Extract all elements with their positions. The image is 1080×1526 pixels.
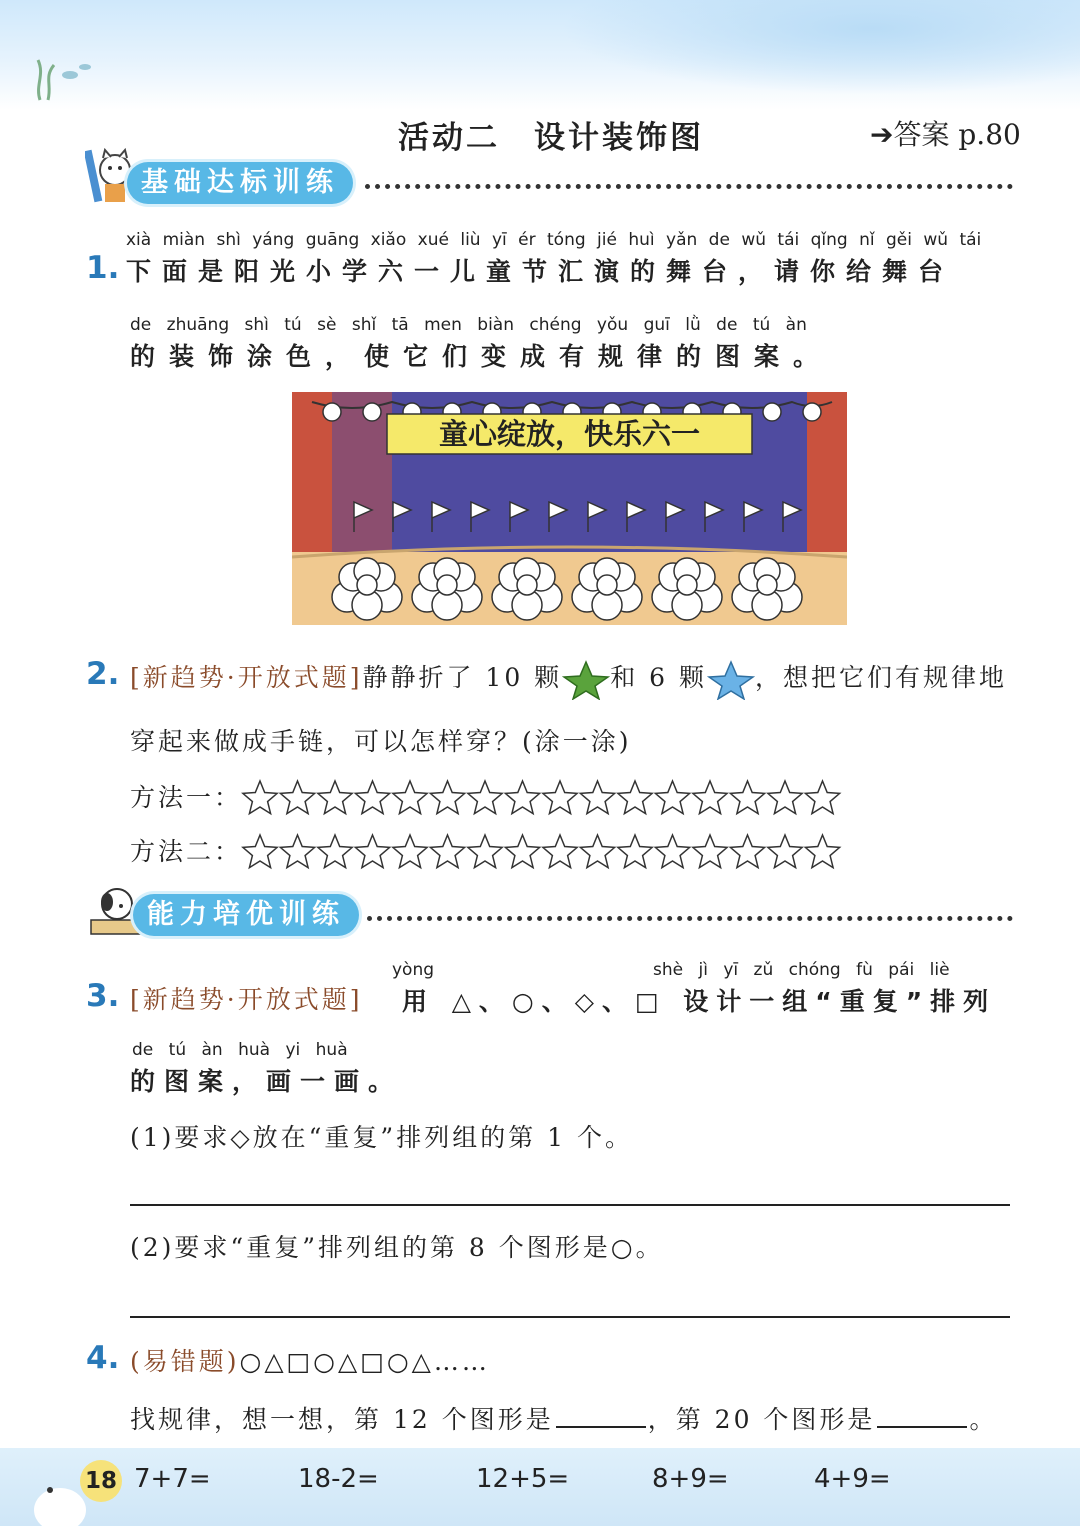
bracelet-star-icon[interactable] [243, 835, 277, 868]
question-number-4: 4. [86, 1340, 120, 1376]
bracelet-star-icon[interactable] [468, 835, 502, 868]
bracelet-star-icon[interactable] [505, 781, 539, 814]
q3-pinyin-yong: yòng [392, 960, 435, 980]
bracelet-star-icon[interactable] [355, 835, 389, 868]
q3-answer-line-2[interactable] [130, 1316, 1010, 1318]
answer-reference [870, 113, 1021, 153]
page-title: 活动二 设计装饰图 [398, 120, 704, 156]
bracelet-star-icon[interactable] [355, 781, 389, 814]
bracelet-star-icon[interactable] [393, 835, 427, 868]
q1-pinyin-line1: xià miàn shì yáng guāng xiǎo xué liù yī ér tóng jié huì yǎn de wǔ tái qǐng nǐ gěi wǔ tái [126, 230, 982, 250]
q2-text-b: 和 6 颗 [610, 663, 707, 692]
section-title-basic: 基础达标训练 [127, 162, 353, 204]
bracelet-star-icon[interactable] [618, 781, 652, 814]
bracelet-star-icon[interactable] [805, 835, 839, 868]
q2-tag: [新趋势·开放式题] [130, 663, 363, 692]
method-1-star-bracelet[interactable] [240, 778, 850, 818]
q4-blank-12[interactable] [556, 1426, 646, 1428]
section-banner-advanced [85, 892, 1015, 942]
section-banner-basic [85, 160, 1015, 210]
q2-text-c: ，想把它们有规律地 [755, 663, 1008, 692]
top-cloud-decoration [560, 0, 1080, 95]
bracelet-star-icon[interactable] [730, 781, 764, 814]
answer-page-link: 答案 p.80 [893, 118, 1021, 151]
section-title-advanced: 能力培优训练 [133, 894, 359, 936]
bracelet-star-icon[interactable] [243, 781, 277, 814]
method-2-label: 方法二： [130, 837, 243, 866]
q4-line2 [130, 1400, 997, 1436]
q4-line1 [130, 1342, 490, 1378]
q1-text-line1: 下面是阳光小学六一儿童节汇演的舞台，请你给舞台 [126, 257, 955, 286]
bracelet-star-icon[interactable] [318, 835, 352, 868]
bracelet-star-icon[interactable] [655, 835, 689, 868]
bracelet-star-icon[interactable] [280, 835, 314, 868]
bracelet-star-icon[interactable] [580, 781, 614, 814]
mental-math-2: 18-2= [298, 1464, 379, 1494]
question-number-2: 2. [86, 656, 120, 692]
q3-answer-line-1[interactable] [130, 1204, 1010, 1206]
bracelet-star-icon[interactable] [505, 835, 539, 868]
q3-sub2: (2)要求“重复”排列组的第 8 个图形是○。 [130, 1233, 664, 1262]
dotted-divider [367, 916, 1013, 925]
bracelet-star-icon[interactable] [468, 781, 502, 814]
bracelet-star-icon[interactable] [693, 835, 727, 868]
bracelet-star-icon[interactable] [318, 781, 352, 814]
arrow-right-icon: ➔ [870, 118, 894, 151]
method-1-label: 方法一： [130, 783, 243, 812]
q4-text-c: 。 [969, 1405, 998, 1434]
mental-math-3: 12+5= [476, 1464, 570, 1494]
dotted-divider [365, 184, 1013, 193]
q3-pinyin-rest: shè jì yī zǔ chóng fù pái liè [653, 960, 950, 980]
q4-text-a: 找规律，想一想，第 12 个图形是 [130, 1405, 554, 1434]
bracelet-star-icon[interactable] [280, 781, 314, 814]
q2-text-line2: 穿起来做成手链，可以怎样穿？(涂一涂) [130, 727, 632, 756]
mental-math-4: 8+9= [652, 1464, 729, 1494]
bracelet-star-icon[interactable] [393, 781, 427, 814]
bracelet-star-icon[interactable] [693, 781, 727, 814]
q3-text-line1: 用 △、○、◇、□ 设计一组“重复”排列 [402, 987, 997, 1016]
q3-text-line2: 的图案，画一画。 [130, 1067, 403, 1096]
q2-text-a: 静静折了 10 颗 [362, 663, 563, 692]
bracelet-star-icon[interactable] [543, 835, 577, 868]
q4-tag: (易错题) [130, 1347, 240, 1376]
mental-math-1: 7+7= [134, 1464, 211, 1494]
mental-math-5: 4+9= [814, 1464, 891, 1494]
q2-line1 [130, 658, 1007, 700]
seaweed-icon [30, 55, 100, 105]
bracelet-star-icon[interactable] [543, 781, 577, 814]
q4-sequence: ○△□○△□○△…… [239, 1347, 490, 1376]
q3-sub1: (1)要求◇放在“重复”排列组的第 1 个。 [130, 1123, 634, 1152]
q4-text-b: ，第 20 个图形是 [647, 1405, 876, 1434]
q3-pinyin-line2: de tú àn huà yi huà [132, 1040, 348, 1060]
bracelet-star-icon[interactable] [768, 835, 802, 868]
blue-star-icon [707, 660, 755, 700]
question-number-1: 1. [86, 250, 120, 286]
q1-pinyin-line2: de zhuāng shì tú sè shǐ tā men biàn chéng yǒu guī lǜ de tú àn [130, 315, 807, 335]
bracelet-star-icon[interactable] [730, 835, 764, 868]
bracelet-star-icon[interactable] [618, 835, 652, 868]
method-2-star-bracelet[interactable] [240, 832, 850, 872]
stage-illustration[interactable] [292, 392, 847, 625]
q3-tag: [新趋势·开放式题] [130, 985, 363, 1014]
bracelet-star-icon[interactable] [655, 781, 689, 814]
question-number-3: 3. [86, 978, 120, 1014]
bracelet-star-icon[interactable] [805, 781, 839, 814]
stage-banner-text: 童心绽放，快乐六一 [438, 417, 700, 451]
green-star-icon [562, 660, 610, 700]
bracelet-star-icon[interactable] [580, 835, 614, 868]
q4-blank-20[interactable] [877, 1426, 967, 1428]
bracelet-star-icon[interactable] [768, 781, 802, 814]
page-number: 18 [80, 1460, 122, 1502]
q1-text-line2: 的装饰涂色，使它们变成有规律的图案。 [130, 342, 833, 371]
bracelet-star-icon[interactable] [430, 781, 464, 814]
bracelet-star-icon[interactable] [430, 835, 464, 868]
